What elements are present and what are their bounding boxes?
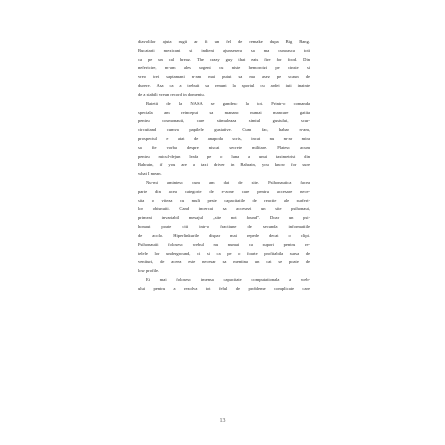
text-line: Psihonautii folosesc webul nu numai ca suport pentru re- bbox=[138, 241, 310, 247]
text-line: sa fie vorba despre niscai secrete militare. Platesc acum bbox=[138, 144, 310, 150]
text-line: durere. Asa ca a trebuit sa renunt la sportul cu ardei iuti inainte bbox=[138, 83, 310, 89]
body-text bbox=[138, 38, 310, 294]
text-line: Nu-mi amintesc cum am dat de site. Psihonautica facea bbox=[146, 180, 310, 185]
text-line: de a stabili vreun record in domeniu. bbox=[138, 91, 205, 97]
text-line: pentru cosmonauti, care stimuleaza simtul gustului, scur- bbox=[138, 118, 310, 124]
text-line: pentru micul-dejun leafa pe o luna a unui taximetrist din bbox=[138, 153, 310, 159]
text-line: lor obisnuiti. Cand incercai sa accesezi un site psihonaut, bbox=[138, 206, 310, 212]
text-line: vreo trei saptamani n-am mai putut sa ma asez pe scaun de bbox=[138, 74, 310, 80]
page-number: 13 bbox=[219, 418, 226, 424]
text-line: Baietii de la NASA se gandesc la tot. Printr-o comanda bbox=[146, 100, 310, 106]
text-line: primeai invariabil mesajul „site not found”. Doar un psi- bbox=[138, 215, 310, 221]
text-line: speciala am reinceput sa mananc numai mancare gatita bbox=[138, 109, 310, 115]
text-line: what I mean. bbox=[138, 171, 162, 177]
text-line: prospectul e atat de anapoda scris, incat nu m-ar mira bbox=[138, 135, 310, 141]
text-line: Ei mai folosesc imensa capacitate computationala a web- bbox=[146, 276, 310, 282]
text-line: ului pentru a rezolva tot felul de probleme complicate care bbox=[138, 285, 310, 291]
text-line: diavolilor ajuta rugii ar fi un fel de remake dupa Big Bang. bbox=[138, 39, 310, 44]
text-line: parte din acea categorie de e-zone care pentru accesare nece- bbox=[138, 188, 310, 194]
text-line: Bahrain, if you are a taxi driver in Bahrain, you know for sure bbox=[138, 162, 310, 168]
text-line: circuitand cumva papilele gustative. Cum fac, habar n-am, bbox=[138, 127, 310, 133]
text-line: honaut poate citi intr-o fractiune de secunda informatiile bbox=[138, 224, 310, 230]
text-line: de acolo. Hiperlinkurile dispar mai repede decat o clipi. bbox=[138, 232, 310, 238]
text-line: venituri, de aceea este necesar sa mentina un cat se poate de bbox=[138, 259, 310, 265]
text-line: nefericire, m-am ales urgent cu niste hemoroizi pe cinste si bbox=[138, 65, 310, 71]
text-line: ca pe un cal breaz. The crazy guy that eats fire for food. Din bbox=[138, 56, 310, 62]
text-line: low profile. bbox=[138, 268, 160, 274]
text-line: sita o viteza cu mult peste capacitatile de reactie ale surferi- bbox=[138, 197, 310, 203]
text-line: telele lor underground, ci si ca pe o foarte profitabila sursa de bbox=[138, 250, 310, 256]
text-line: Bucatarii mexicani si indieni ajunsesera sa ma cunoasca toti bbox=[138, 47, 310, 53]
